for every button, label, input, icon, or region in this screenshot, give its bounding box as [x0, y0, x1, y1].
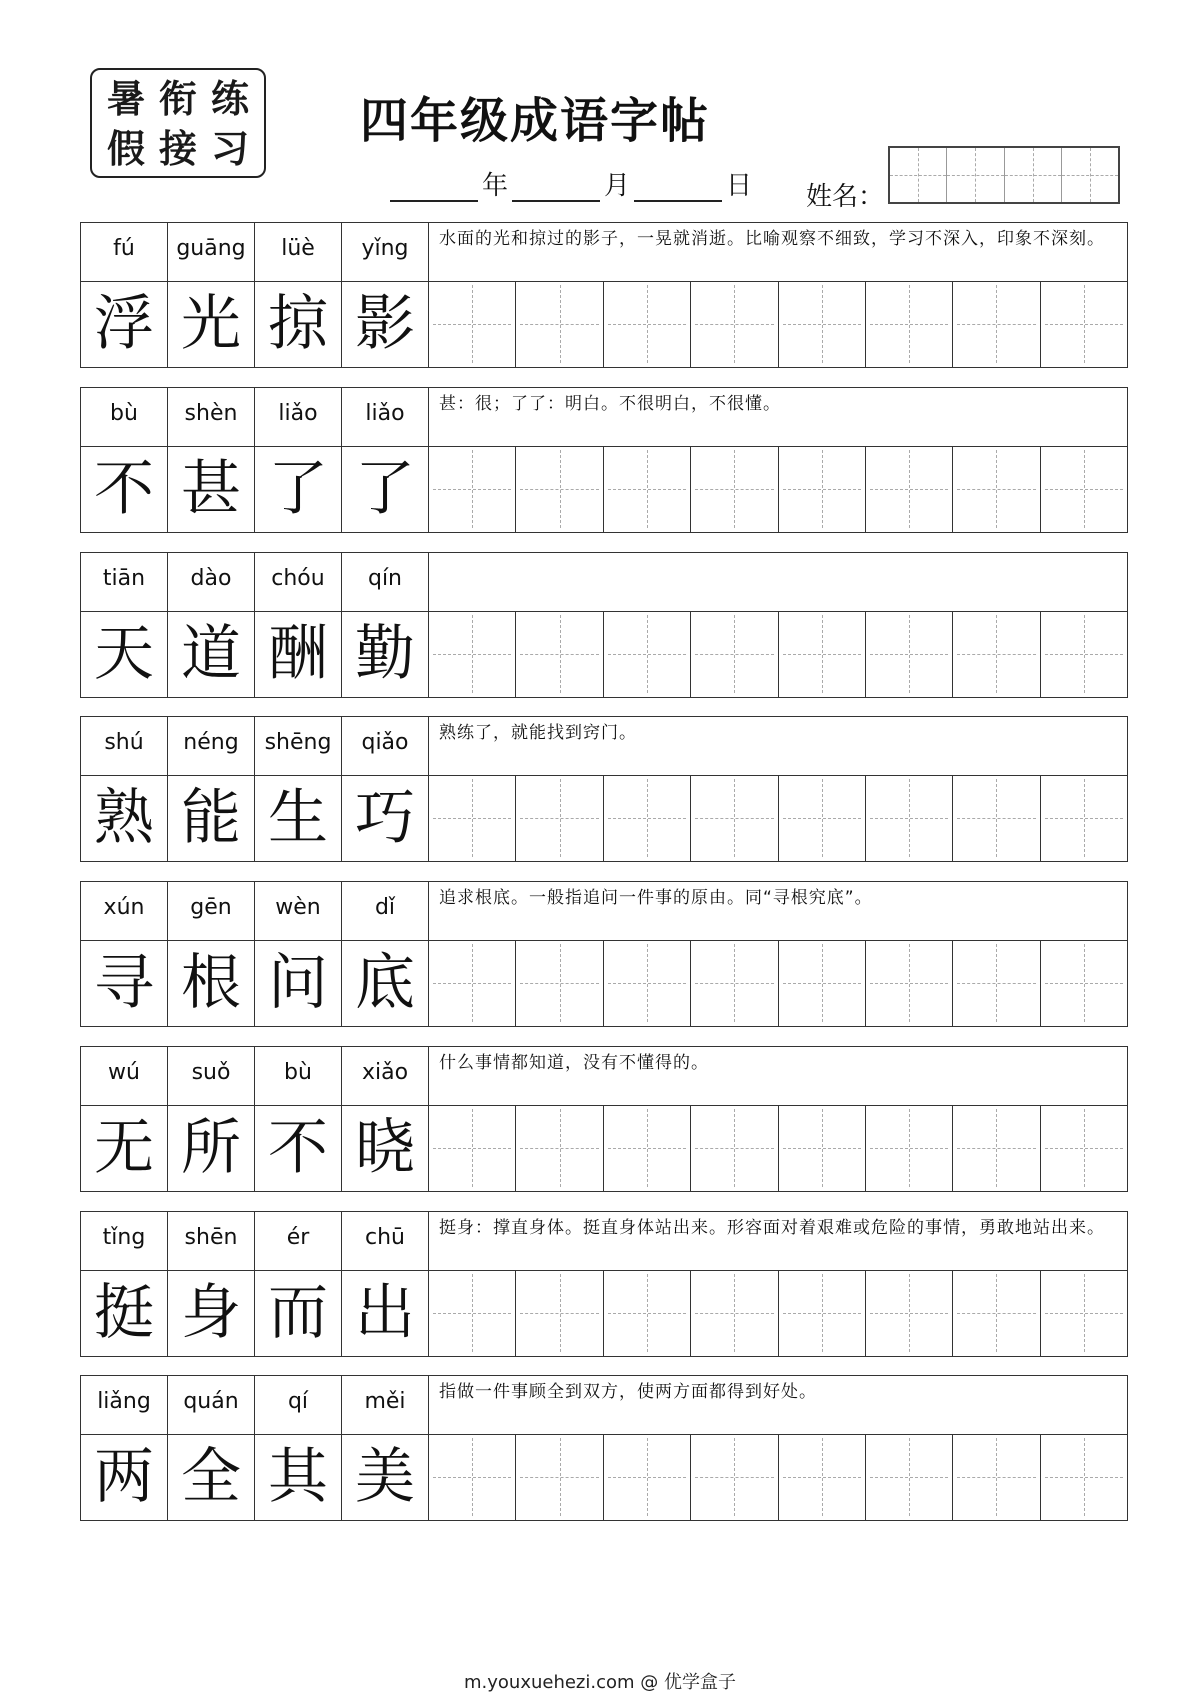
practice-cell[interactable] — [779, 281, 866, 367]
pinyin-cell: qín — [342, 553, 429, 611]
pinyin-row — [81, 882, 1127, 941]
practice-cell[interactable] — [866, 1105, 953, 1191]
pinyin-cell: shú — [81, 717, 168, 775]
model-character: 底 — [342, 940, 429, 1026]
name-cell[interactable] — [947, 148, 1004, 202]
model-character: 了 — [342, 446, 429, 532]
practice-cell[interactable] — [1041, 940, 1127, 1026]
practice-cell[interactable] — [691, 1105, 778, 1191]
model-character: 能 — [168, 775, 255, 861]
practice-cell[interactable] — [779, 446, 866, 532]
practice-cell[interactable] — [691, 1434, 778, 1520]
pinyin-cell: bù — [255, 1047, 342, 1105]
practice-cell[interactable] — [953, 940, 1040, 1026]
practice-cell[interactable] — [429, 611, 516, 697]
practice-grid — [429, 1270, 1127, 1356]
idiom-block — [80, 1375, 1128, 1521]
practice-cell[interactable] — [1041, 446, 1127, 532]
practice-cell[interactable] — [429, 940, 516, 1026]
practice-grid — [429, 1434, 1127, 1520]
practice-cell[interactable] — [516, 611, 603, 697]
practice-cell[interactable] — [866, 775, 953, 861]
idiom-block — [80, 387, 1128, 533]
practice-cell[interactable] — [516, 1270, 603, 1356]
practice-grid — [429, 1105, 1127, 1191]
practice-cell[interactable] — [604, 281, 691, 367]
pinyin-row — [81, 717, 1127, 776]
practice-cell[interactable] — [604, 1270, 691, 1356]
idiom-meaning: 追求根底。一般指追问一件事的原由。同“寻根究底”。 — [439, 888, 873, 908]
model-character: 全 — [168, 1434, 255, 1520]
name-cell[interactable] — [890, 148, 947, 202]
day-blank[interactable] — [634, 170, 722, 202]
practice-cell[interactable] — [779, 940, 866, 1026]
character-row — [81, 446, 1127, 532]
character-row — [81, 775, 1127, 861]
pinyin-cell: liǎng — [81, 1376, 168, 1434]
idiom-block — [80, 1211, 1128, 1357]
pinyin-cell: tiān — [81, 553, 168, 611]
practice-cell[interactable] — [604, 1434, 691, 1520]
pinyin-cell: ér — [255, 1212, 342, 1270]
practice-cell[interactable] — [429, 1434, 516, 1520]
model-character: 天 — [81, 611, 168, 697]
pinyin-cell: quán — [168, 1376, 255, 1434]
model-character: 美 — [342, 1434, 429, 1520]
pinyin-cell: shēng — [255, 717, 342, 775]
pinyin-cell: gēn — [168, 882, 255, 940]
practice-cell[interactable] — [779, 775, 866, 861]
practice-cell[interactable] — [604, 611, 691, 697]
practice-cell[interactable] — [691, 1270, 778, 1356]
practice-cell[interactable] — [604, 446, 691, 532]
pinyin-row — [81, 1376, 1127, 1435]
model-character: 其 — [255, 1434, 342, 1520]
model-character: 不 — [255, 1105, 342, 1191]
idiom-meaning: 挺身：撑直身体。挺直身体站出来。形容面对着艰难或危险的事情，勇敢地站出来。 — [439, 1218, 1105, 1238]
model-character: 问 — [255, 940, 342, 1026]
practice-cell[interactable] — [779, 1105, 866, 1191]
model-character: 掠 — [255, 281, 342, 367]
practice-cell[interactable] — [1041, 611, 1127, 697]
pinyin-cell: dǐ — [342, 882, 429, 940]
pinyin-row — [81, 1047, 1127, 1106]
model-character: 所 — [168, 1105, 255, 1191]
pinyin-cell: yǐng — [342, 223, 429, 281]
practice-cell[interactable] — [516, 775, 603, 861]
pinyin-cell: xiǎo — [342, 1047, 429, 1105]
idiom-block — [80, 1046, 1128, 1192]
pinyin-row — [81, 223, 1127, 282]
idiom-meaning: 指做一件事顾全到双方，使两方面都得到好处。 — [439, 1382, 817, 1402]
idiom-meaning: 水面的光和掠过的影子，一晃就消逝。比喻观察不细致，学习不深入，印象不深刻。 — [439, 229, 1105, 249]
practice-cell[interactable] — [516, 281, 603, 367]
model-character: 寻 — [81, 940, 168, 1026]
practice-cell[interactable] — [953, 281, 1040, 367]
model-character: 了 — [255, 446, 342, 532]
idiom-meaning: 什么事情都知道，没有不懂得的。 — [439, 1053, 709, 1073]
idiom-block — [80, 716, 1128, 862]
model-character: 熟 — [81, 775, 168, 861]
character-row — [81, 940, 1127, 1026]
badge-char: 接 — [158, 126, 197, 171]
day-label: 日 — [726, 171, 753, 201]
pinyin-cell: shēn — [168, 1212, 255, 1270]
badge-char: 练 — [210, 76, 249, 121]
pinyin-cell: liǎo — [342, 388, 429, 446]
pinyin-cell: wèn — [255, 882, 342, 940]
model-character: 酬 — [255, 611, 342, 697]
practice-cell[interactable] — [691, 281, 778, 367]
pinyin-cell: guāng — [168, 223, 255, 281]
model-character: 道 — [168, 611, 255, 697]
year-label: 年 — [482, 171, 509, 201]
practice-cell[interactable] — [953, 1105, 1040, 1191]
practice-cell[interactable] — [516, 446, 603, 532]
pinyin-cell: qí — [255, 1376, 342, 1434]
pinyin-row — [81, 388, 1127, 447]
pinyin-cell: wú — [81, 1047, 168, 1105]
practice-cell[interactable] — [516, 1434, 603, 1520]
pinyin-cell: shèn — [168, 388, 255, 446]
practice-cell[interactable] — [429, 1105, 516, 1191]
page-title: 四年级成语字帖 — [360, 93, 711, 149]
practice-cell[interactable] — [953, 775, 1040, 861]
month-label: 月 — [604, 171, 631, 201]
name-cell[interactable] — [1062, 148, 1118, 202]
practice-cell[interactable] — [953, 611, 1040, 697]
badge-char: 假 — [106, 126, 145, 171]
name-cell[interactable] — [1005, 148, 1062, 202]
model-character: 晓 — [342, 1105, 429, 1191]
model-character: 两 — [81, 1434, 168, 1520]
practice-cell[interactable] — [1041, 1270, 1127, 1356]
pinyin-cell: měi — [342, 1376, 429, 1434]
practice-cell[interactable] — [953, 446, 1040, 532]
idiom-block — [80, 222, 1128, 368]
practice-cell[interactable] — [691, 446, 778, 532]
pinyin-cell: qiǎo — [342, 717, 429, 775]
pinyin-cell: dào — [168, 553, 255, 611]
model-character: 光 — [168, 281, 255, 367]
practice-cell[interactable] — [866, 446, 953, 532]
practice-cell[interactable] — [516, 940, 603, 1026]
character-row — [81, 1434, 1127, 1520]
practice-cell[interactable] — [429, 1270, 516, 1356]
practice-cell[interactable] — [429, 281, 516, 367]
idiom-meaning: 熟练了，就能找到窍门。 — [439, 723, 637, 743]
model-character: 出 — [342, 1270, 429, 1356]
pinyin-row — [81, 1212, 1127, 1271]
character-row — [81, 1105, 1127, 1191]
practice-grid — [429, 446, 1127, 532]
practice-cell[interactable] — [691, 940, 778, 1026]
name-field[interactable] — [888, 146, 1120, 204]
practice-cell[interactable] — [604, 775, 691, 861]
idiom-block — [80, 552, 1128, 698]
practice-cell[interactable] — [779, 1270, 866, 1356]
pinyin-cell: suǒ — [168, 1047, 255, 1105]
pinyin-row — [81, 553, 1127, 612]
practice-cell[interactable] — [866, 611, 953, 697]
practice-cell[interactable] — [1041, 1105, 1127, 1191]
model-character: 而 — [255, 1270, 342, 1356]
model-character: 不 — [81, 446, 168, 532]
practice-cell[interactable] — [429, 775, 516, 861]
pinyin-cell: chū — [342, 1212, 429, 1270]
name-label: 姓名： — [806, 182, 885, 212]
pinyin-cell: liǎo — [255, 388, 342, 446]
badge-char: 习 — [210, 126, 249, 171]
pinyin-cell: chóu — [255, 553, 342, 611]
date-line — [390, 165, 756, 209]
pinyin-cell: néng — [168, 717, 255, 775]
practice-cell[interactable] — [604, 940, 691, 1026]
idiom-meaning: 甚：很；了了：明白。不很明白，不很懂。 — [439, 394, 781, 414]
pinyin-cell: xún — [81, 882, 168, 940]
model-character: 根 — [168, 940, 255, 1026]
practice-cell[interactable] — [1041, 1434, 1127, 1520]
character-row — [81, 281, 1127, 367]
month-blank[interactable] — [512, 170, 600, 202]
practice-cell[interactable] — [691, 775, 778, 861]
practice-cell[interactable] — [866, 940, 953, 1026]
practice-cell[interactable] — [779, 611, 866, 697]
model-character: 生 — [255, 775, 342, 861]
model-character: 身 — [168, 1270, 255, 1356]
idiom-block — [80, 881, 1128, 1027]
pinyin-cell: tǐng — [81, 1212, 168, 1270]
model-character: 无 — [81, 1105, 168, 1191]
pinyin-cell: bù — [81, 388, 168, 446]
model-character: 挺 — [81, 1270, 168, 1356]
model-character: 影 — [342, 281, 429, 367]
practice-cell[interactable] — [953, 1434, 1040, 1520]
model-character: 甚 — [168, 446, 255, 532]
practice-cell[interactable] — [866, 1270, 953, 1356]
idiom-meaning — [429, 553, 1127, 611]
year-blank[interactable] — [390, 170, 478, 202]
footer-credit: m.youxuehezi.com @ 优学盒子 — [463, 1672, 736, 1693]
practice-cell[interactable] — [1041, 281, 1127, 367]
practice-cell[interactable] — [516, 1105, 603, 1191]
practice-cell[interactable] — [429, 446, 516, 532]
model-character: 巧 — [342, 775, 429, 861]
practice-grid — [429, 940, 1127, 1026]
practice-cell[interactable] — [604, 1105, 691, 1191]
practice-cell[interactable] — [1041, 775, 1127, 861]
pinyin-cell: lüè — [255, 223, 342, 281]
practice-grid — [429, 775, 1127, 861]
model-character: 勤 — [342, 611, 429, 697]
summer-practice-badge — [90, 68, 266, 178]
practice-cell[interactable] — [691, 611, 778, 697]
practice-grid — [429, 281, 1127, 367]
badge-char: 衔 — [158, 76, 197, 121]
character-row — [81, 611, 1127, 697]
practice-cell[interactable] — [779, 1434, 866, 1520]
practice-cell[interactable] — [866, 281, 953, 367]
character-row — [81, 1270, 1127, 1356]
practice-grid — [429, 611, 1127, 697]
practice-cell[interactable] — [866, 1434, 953, 1520]
model-character: 浮 — [81, 281, 168, 367]
pinyin-cell: fú — [81, 223, 168, 281]
badge-char: 暑 — [106, 76, 145, 121]
practice-cell[interactable] — [953, 1270, 1040, 1356]
